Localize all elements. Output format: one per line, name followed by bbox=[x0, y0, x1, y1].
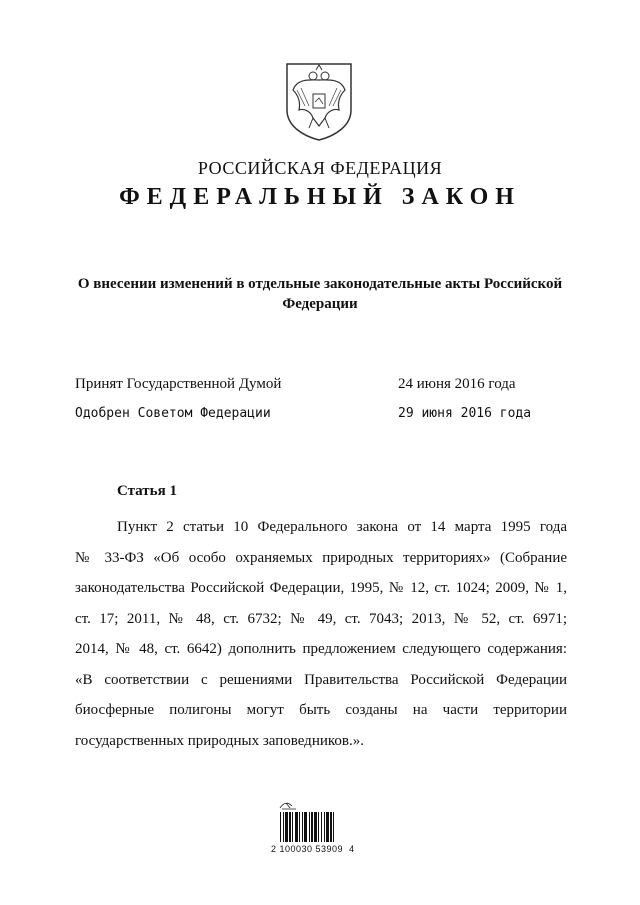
law-subject-title: О внесении изменений в отдельные законодательные акты Российской Федерации bbox=[77, 276, 563, 312]
russian-coat-of-arms-icon bbox=[283, 60, 355, 142]
approval-date: 24 июня 2016 года bbox=[398, 376, 516, 392]
article-line: «В соответствии с решениями Правительства Российской Федерации bbox=[75, 671, 567, 688]
document-type-title: ФЕДЕРАЛЬНЫЙ ЗАКОН bbox=[119, 184, 521, 210]
article-line: Пункт 2 статьи 10 Федерального закона от 14 марта 1995 года bbox=[117, 519, 567, 535]
barcode-icon bbox=[280, 812, 360, 842]
article-line: биосферные полигоны могут быть созданы на части территории bbox=[75, 702, 567, 718]
article-body bbox=[75, 512, 567, 756]
approval-label: Одобрен Советом Федерации bbox=[75, 406, 271, 421]
article-line: законодательства Российской Федерации, 1995, № 12, ст. 1024; 2009, № 1, bbox=[75, 580, 567, 596]
approval-label: Принят Государственной Думой bbox=[75, 376, 282, 392]
barcode-number: 2 100030 53909 4 bbox=[271, 844, 355, 854]
article-line: государственных природных заповедников.». bbox=[75, 732, 364, 749]
article-line: № 33-ФЗ «Об особо охраняемых природных территориях» (Собрание bbox=[75, 549, 567, 566]
barcode-mark-icon bbox=[278, 800, 298, 810]
approval-date: 29 июня 2016 года bbox=[398, 406, 532, 421]
article-line: 2014, № 48, ст. 6642) дополнить предложением следующего содержания: bbox=[75, 641, 567, 657]
article-line: ст. 17; 2011, № 48, ст. 6732; № 49, ст. 7043; 2013, № 52, ст. 6971; bbox=[75, 610, 567, 627]
country-name: РОССИЙСКАЯ ФЕДЕРАЦИЯ bbox=[197, 158, 443, 178]
article-title: Статья 1 bbox=[117, 483, 177, 499]
